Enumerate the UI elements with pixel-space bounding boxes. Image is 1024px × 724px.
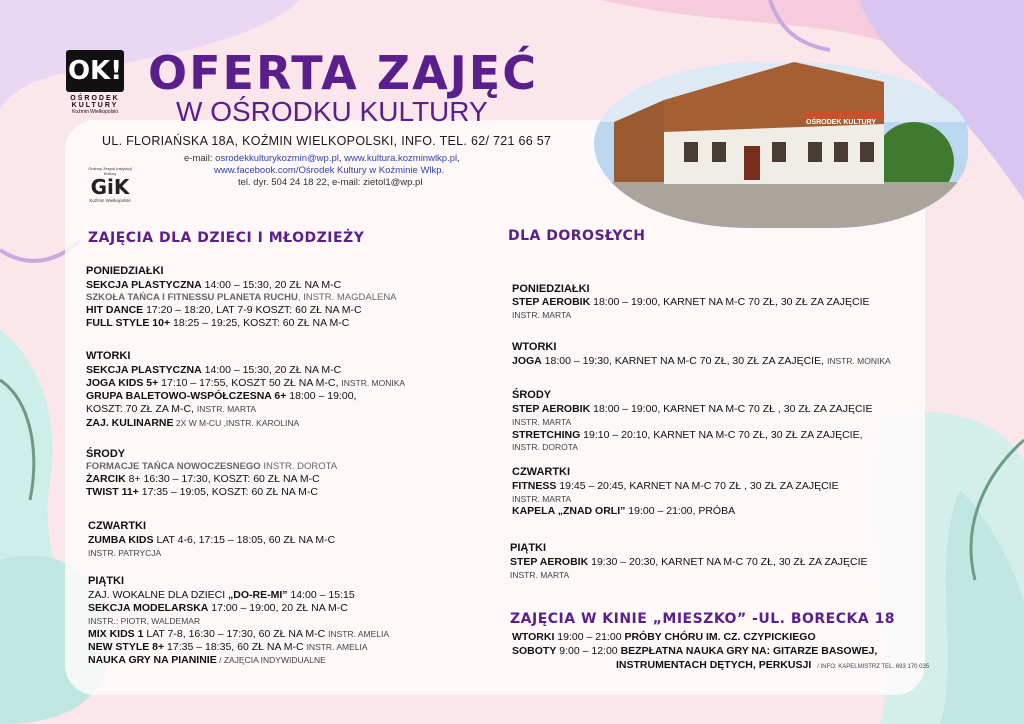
page-subtitle: W OŚRODKU KULTURY xyxy=(176,96,488,127)
kids-fri-l6: NAUKA GRY NA PIANINIE / ZAJĘCIA INDYWIDUALNE xyxy=(88,654,326,666)
contact-sep: , xyxy=(338,153,345,164)
adults-mon-l2: INSTR. MARTA xyxy=(512,310,572,320)
kids-tue-l4: KOSZT: 70 ZŁ ZA M-C, INSTR. MARTA xyxy=(86,403,257,415)
gik-logo xyxy=(82,166,138,216)
building-illustration xyxy=(594,62,968,228)
kids-fri-l5: NEW STYLE 8+ 17:35 – 18:35, 60 ZŁ NA M-C INSTR. AMELIA xyxy=(88,641,368,653)
ok-logo-mark: OK! xyxy=(66,50,124,92)
kids-thu-l2: INSTR. PATRYCJA xyxy=(88,548,162,558)
adults-mon-day: PONIEDZIAŁKI xyxy=(512,283,590,295)
adults-heading: DLA DOROSŁYCH xyxy=(508,228,646,244)
adults-thu-l1: FITNESS 19:45 – 20:45, KARNET NA M-C 70 ZŁ , 30 ZŁ ZA ZAJĘCIE xyxy=(512,480,839,492)
adults-thu-day: CZWARTKI xyxy=(512,466,571,478)
page-title: OFERTA ZAJĘĆ xyxy=(148,46,538,100)
gik-logo-mark: GiK xyxy=(90,175,130,199)
kids-tue-day: WTORKI xyxy=(86,350,131,362)
adults-mon-l1: STEP AEROBIK 18:00 – 19:00, KARNET NA M-C 70 ZŁ, 30 ZŁ ZA ZAJĘCIE xyxy=(512,296,870,308)
contact-line-3: tel. dyr. 504 24 18 22, e-mail: zietol1@wp.pl xyxy=(238,177,423,188)
contact-email-label: e-mail: xyxy=(184,153,216,164)
kids-mon-day: PONIEDZIAŁKI xyxy=(86,265,164,277)
adults-fri-l1: STEP AEROBIK 19:30 – 20:30, KARNET NA M-C 70 ZŁ, 30 ZŁ ZA ZAJĘCIE xyxy=(510,556,868,568)
kids-tue-l3: GRUPA BALETOWO-WSPÓŁCZESNA 6+ 18:00 – 19:00, xyxy=(86,390,357,402)
contact-email-link[interactable]: osrodekkulturykozmin@wp.pl xyxy=(215,153,339,164)
cinema-l2: SOBOTY 9:00 – 12:00 BEZPŁATNA NAUKA GRY NA: GITARZE BASOWEJ, xyxy=(512,645,878,657)
contact-line-1 xyxy=(184,153,460,164)
kids-mon-l3: HIT DANCE 17:20 – 18:20, LAT 7-9 KOSZT: 60 ZŁ NA M-C xyxy=(86,304,362,316)
adults-wed-l2: INSTR. MARTA xyxy=(512,417,572,427)
adults-tue-day: WTORKI xyxy=(512,341,557,353)
kids-fri-l4: MIX KIDS 1 LAT 7-8, 16:30 – 17:30, 60 ZŁ NA M-C INSTR. AMELIA xyxy=(88,628,390,640)
adults-tue-l1: JOGA 18:00 – 19:30, KARNET NA M-C 70 ZŁ, 30 ZŁ ZA ZAJĘCIE, INSTR. MONIKA xyxy=(512,355,891,367)
gik-logo-bottom: Koźmin Wielkopolski xyxy=(89,198,131,203)
ok-logo-line1: OŚRODEK xyxy=(70,95,120,102)
cinema-l1: WTORKI 19:00 – 21:00 PRÓBY CHÓRU IM. CZ. CZYPICKIEGO xyxy=(512,631,816,643)
ok-logo-line3: Koźmin Wielkopolski xyxy=(72,109,118,115)
kids-fri-day: PIĄTKI xyxy=(88,575,125,587)
cinema-heading: ZAJĘCIA W KINIE „MIESZKO” -UL. BORECKA 18 xyxy=(510,611,896,627)
website-link[interactable]: www.kultura.kozminwlkp.pl xyxy=(344,153,458,164)
kids-wed-l3: TWIST 11+ 17:35 – 19:05, KOSZT: 60 ZŁ NA M-C xyxy=(86,486,318,498)
kids-fri-l1: ZAJ. WOKALNE DLA DZIECI „DO-RE-MI” 14:00 – 15:15 xyxy=(88,589,355,601)
ok-logo-line2: KULTURY xyxy=(71,102,119,109)
kids-heading: ZAJĘCIA DLA DZIECI I MŁODZIEŻY xyxy=(88,230,365,246)
contact-line-2 xyxy=(214,165,444,176)
adults-wed-l4: INSTR. DOROTA xyxy=(512,442,578,452)
kids-mon-l2: SZKOŁA TAŃCA I FITNESSU PLANETA RUCHU, INSTR. MAGDALENA xyxy=(86,292,397,303)
kids-tue-l2: JOGA KIDS 5+ 17:10 – 17:55, KOSZT 50 ZŁ NA M-C, INSTR. MONIKA xyxy=(86,377,406,389)
adults-wed-day: ŚRODY xyxy=(512,389,552,401)
building-sign: OŚRODEK KULTURY xyxy=(806,119,876,126)
contact-end: , xyxy=(457,153,460,164)
adults-thu-l3: KAPELA „ZNAD ORLI” 19:00 – 21:00, PRÓBA xyxy=(512,505,736,517)
address-line: UL. FLORIAŃSKA 18A, KOŹMIN WIELKOPOLSKI, INFO. TEL. 62/ 721 66 57 xyxy=(102,134,552,148)
adults-thu-l2: INSTR. MARTA xyxy=(512,494,572,504)
kids-tue-l1: SEKCJA PLASTYCZNA 14:00 – 15:30, 20 ZŁ NA M-C xyxy=(86,364,342,376)
kids-mon-l1: SEKCJA PLASTYCZNA 14:00 – 15:30, 20 ZŁ NA M-C xyxy=(86,279,342,291)
kids-wed-day: ŚRODY xyxy=(86,448,126,460)
kids-tue-l5: ZAJ. KULINARNE 2X W M-CU ,INSTR. KAROLINA xyxy=(86,417,300,429)
adults-wed-l1: STEP AEROBIK 18:00 – 19:00, KARNET NA M-C 70 ZŁ , 30 ZŁ ZA ZAJĘCIE xyxy=(512,403,873,415)
adults-fri-l2: INSTR. MARTA xyxy=(510,570,570,580)
kids-thu-l1: ZUMBA KIDS LAT 4-6, 17:15 – 18:05, 60 ZŁ NA M-C xyxy=(88,534,336,546)
ok-logo xyxy=(66,50,124,118)
gik-logo-arc: Gminny Zespół Instytucji Kultury xyxy=(88,166,132,176)
kids-mon-l4: FULL STYLE 10+ 18:25 – 19:25, KOSZT: 60 ZŁ NA M-C xyxy=(86,317,350,329)
kids-fri-l2: SEKCJA MODELARSKA 17:00 – 19:00, 20 ZŁ NA M-C xyxy=(88,602,348,614)
kids-thu-day: CZWARTKI xyxy=(88,520,147,532)
kids-fri-l3: INSTR.: PIOTR, WALDEMAR xyxy=(88,616,201,626)
kids-wed-l2: ŻARCIK 8+ 16:30 – 17:30, KOSZT: 60 ZŁ NA M-C xyxy=(86,473,320,485)
adults-wed-l3: STRETCHING 19:10 – 20:10, KARNET NA M-C 70 ZŁ, 30 ZŁ ZA ZAJĘCIE, xyxy=(512,429,863,441)
facebook-link[interactable]: www.facebook.com/Ośrodek Kultury w Koźminie Wlkp. xyxy=(214,165,445,176)
kids-wed-l1: FORMACJE TAŃCA NOWOCZESNEGO INSTR. DOROTA xyxy=(86,461,338,472)
adults-fri-day: PIĄTKI xyxy=(510,542,547,554)
cinema-l3: INSTRUMENTACH DĘTYCH, PERKUSJI / INFO: KAPELMISTRZ TEL. 693 170 035 xyxy=(616,659,930,671)
building-photo xyxy=(594,62,968,228)
